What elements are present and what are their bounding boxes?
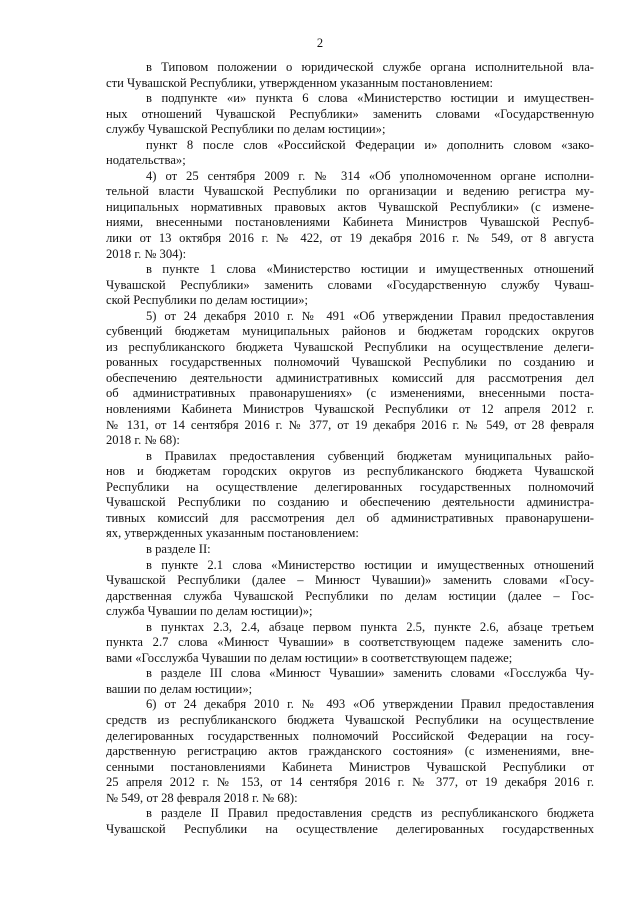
document-body — [106, 60, 594, 837]
text-line: 6) от 24 декабря 2010 г. № 493 «Об утверждении Правил предоставления — [146, 697, 594, 712]
text-line: № 131, от 14 сентября 2016 г. № 377, от 19 декабря 2016 г. № 549, от 28 февраля — [106, 417, 594, 432]
text-line: средств из республиканского бюджета Чувашской Республики на осуществление — [106, 712, 594, 727]
text-line: ниципальных нормативных правовых актов Чувашской Республики» (с измене- — [106, 199, 594, 214]
text-line: рованных государственных полномочий Чувашской Республики по созданию и — [106, 355, 594, 370]
text-line: обеспечению деятельности административных комиссий для рассмотрения дел — [106, 370, 594, 385]
text-line: в пунктах 2.3, 2.4, абзаце первом пункта 2.5, пункте 2.6, абзаце третьем — [146, 619, 594, 634]
text-line: сенными постановлениями Кабинета Министров Чувашской Республики от — [106, 759, 594, 774]
text-line: дарственную регистрацию актов гражданского состояния» (с изменениями, вне- — [106, 744, 594, 759]
text-line: ской Республики по делам юстиции»; — [106, 293, 309, 308]
page-number: 2 — [316, 36, 324, 50]
text-line: вами «Госслужба Чувашии по делам юстиции» в соответствующем падеже; — [106, 650, 513, 665]
text-line: сти Чувашской Республики, утвержденном указанным постановлением: — [106, 75, 494, 90]
text-line: Республики на осуществление делегированных государственных полномочий — [106, 479, 594, 494]
text-line: 25 апреля 2012 г. № 153, от 14 сентября 2016 г. № 377, от 19 декабря 2016 г. — [106, 775, 594, 790]
text-line: служба Чувашии по делам юстиции)»; — [106, 604, 313, 619]
text-line: из республиканского бюджета Чувашской Республики на осуществление делеги- — [106, 339, 594, 354]
text-line: в пункте 2.1 слова «Министерство юстиции и имущественных отношений — [146, 557, 594, 572]
text-line: нодательства»; — [106, 153, 186, 168]
text-line: в Правилах предоставления субвенций бюджетам муниципальных райо- — [146, 448, 594, 463]
text-line: службу Чувашской Республики по делам юстиции»; — [106, 122, 386, 137]
text-line: тельной власти Чувашской Республики по организации и ведению регистра му- — [106, 184, 594, 199]
text-line: лики от 13 октября 2016 г. № 422, от 19 декабря 2016 г. № 549, от 8 августа — [106, 231, 594, 246]
text-line: в разделе II: — [146, 541, 211, 556]
text-line: новлениями Кабинета Министров Чувашской Республики от 12 апреля 2012 г. — [106, 402, 594, 417]
text-line: в Типовом положении о юридической службе органа исполнительной вла- — [146, 60, 594, 74]
text-line: Чувашской Республики на осуществление делегированных государственных — [106, 821, 594, 836]
text-line: ниями, внесенными постановлениями Кабинета Министров Чувашской Респуб- — [106, 215, 594, 230]
text-line: 4) от 25 сентября 2009 г. № 314 «Об уполномоченном органе исполни- — [146, 168, 594, 183]
text-line: Чувашской Республики по созданию и обеспечению деятельности администра- — [106, 495, 594, 510]
text-line: 2018 г. № 304): — [106, 246, 187, 261]
text-line: ях, утвержденных указанным постановлением: — [106, 526, 359, 541]
text-line: в пункте 1 слова «Министерство юстиции и имущественных отношений — [146, 262, 594, 277]
text-line: Чувашской Республики (далее – Минюст Чувашии)» заменить словами «Госу- — [106, 573, 594, 588]
text-line: нов и бюджетам городских округов из республиканского бюджета Чувашской — [106, 464, 594, 479]
text-line: в подпункте «и» пункта 6 слова «Министерство юстиции и имуществен- — [146, 91, 594, 106]
text-line: в разделе III слова «Минюст Чувашии» заменить словами «Госслужба Чу- — [146, 666, 594, 681]
text-line: Чувашской Республики» заменить словами «Государственную службу Чуваш- — [106, 277, 594, 292]
text-line: дарственная служба Чувашской Республики по делам юстиции (далее – Гос- — [106, 588, 594, 603]
text-line: вашии по делам юстиции»; — [106, 681, 253, 696]
text-line: об административных правонарушениях» (с изменениями, внесенными поста- — [106, 386, 594, 401]
text-line: ных отношений Чувашской Республики» заменить словами «Государственную — [106, 106, 594, 121]
text-line: тивных комиссий для рассмотрения дел об административных правонарушени- — [106, 510, 594, 525]
text-line: № 549, от 28 февраля 2018 г. № 68): — [106, 790, 298, 805]
text-line: пункт 8 после слов «Российской Федерации и» дополнить словом «зако- — [146, 137, 594, 152]
text-line: 5) от 24 декабря 2010 г. № 491 «Об утверждении Правил предоставления — [146, 308, 594, 323]
text-line: в разделе II Правил предоставления средств из республиканского бюджета — [146, 806, 594, 821]
text-line: субвенций бюджетам муниципальных районов и бюджетам городских округов — [106, 324, 594, 339]
text-line: 2018 г. № 68): — [106, 433, 180, 448]
text-line: делегированных государственных полномочий Российской Федерации на госу- — [106, 728, 594, 743]
text-line: пункта 2.7 слова «Минюст Чувашии» в соответствующем падеже заменить сло- — [106, 635, 594, 650]
